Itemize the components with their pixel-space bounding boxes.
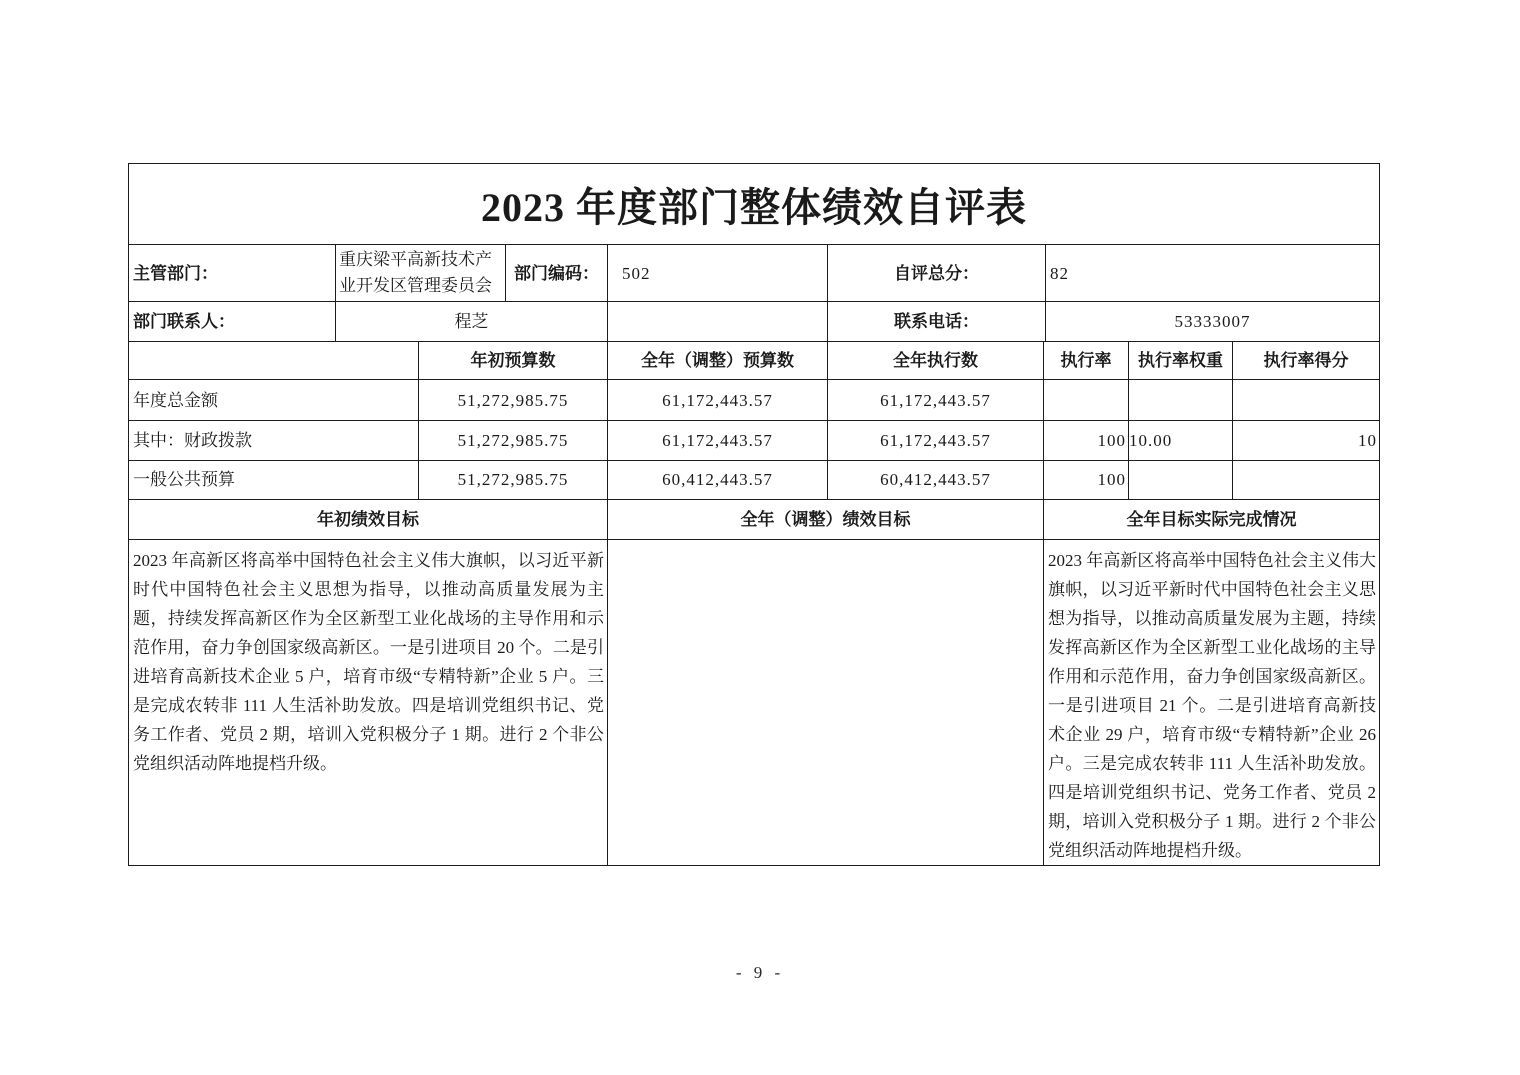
- rate-weight-value: [1129, 461, 1233, 499]
- empty-header-cell: [129, 342, 419, 379]
- goals-header-row: [129, 500, 1379, 540]
- dept-value: 重庆梁平高新技术产业开发区管理委员会: [336, 245, 506, 301]
- adjusted-budget-value: 61,172,443.57: [608, 421, 828, 460]
- executed-value: 61,172,443.57: [828, 380, 1044, 419]
- initial-budget-value: 51,272,985.75: [419, 461, 608, 499]
- initial-budget-value: 51,272,985.75: [419, 380, 608, 419]
- phone-value: 53333007: [1174, 312, 1251, 332]
- rate-score-value: [1233, 380, 1379, 419]
- title-row: [129, 164, 1379, 245]
- dept-code-label: 部门编码：: [506, 245, 608, 301]
- initial-goals-cell: [129, 540, 608, 865]
- goals-body-row: [129, 540, 1379, 865]
- row-label: 其中：财政拨款: [129, 421, 419, 460]
- dept-code-value: 502: [608, 245, 828, 301]
- initial-budget-value: 51,272,985.75: [419, 421, 608, 460]
- row-label: 年度总金额: [129, 380, 419, 419]
- col-header-rate-score: 执行率得分: [1263, 351, 1349, 371]
- goals-header-adjusted: 全年（调整）绩效目标: [608, 500, 1044, 539]
- adjusted-goals-text: [608, 540, 1043, 546]
- budget-header-row: [129, 342, 1379, 380]
- info-row-department: [129, 245, 1379, 302]
- adjusted-goals-cell: [608, 540, 1044, 865]
- execution-rate-value: [1044, 380, 1129, 419]
- rate-score-value: 10: [1358, 430, 1377, 450]
- table-row-general-public-budget: [129, 461, 1379, 500]
- col-header-execution-rate: 执行率: [1044, 342, 1129, 379]
- col-header-executed: 全年执行数: [828, 342, 1044, 379]
- col-header-adjusted-budget: 全年（调整）预算数: [608, 342, 828, 379]
- contact-value: 程芝: [336, 302, 608, 341]
- empty-cell: [608, 302, 828, 341]
- col-header-initial-budget: 年初预算数: [419, 342, 608, 379]
- initial-goals-text: 2023 年高新区将高举中国特色社会主义伟大旗帜，以习近平新时代中国特色社会主义思想为指导，以推动高质量发展为主题，持续发挥高新区作为全区新型工业化战场的主导作用和示范作用，奋力争创国家级高新区。一是引进项目 20 个。二是引进培育高新技术企业 5 户，培育市级“专精特新”企业 5 户。三是完成农转非 111 人生活补助发放。四是培训党组织书记、党务工作者、党员 2 期，培训入党积极分子 1 期。进行 2 个非公党组织活动阵地提档升级。: [133, 551, 604, 774]
- self-score-label: 自评总分：: [828, 245, 1046, 301]
- self-score-value: 82: [1050, 263, 1069, 283]
- dept-label: 主管部门：: [129, 245, 336, 301]
- completion-text: 2023 年高新区将高举中国特色社会主义伟大旗帜，以习近平新时代中国特色社会主义思想为指导，以推动高质量发展为主题，持续发挥高新区作为全区新型工业化战场的主导作用和示范作用，奋力争创国家级高新区。一是引进项目 21 个。二是引进培育高新技术企业 29 户，培育市级“专精特新”企业 26 户。三是完成农转非 111 人生活补助发放。四是培训党组织书记、党务工作者、党员 2 期，培训入党积极分子 1 期。进行 2 个非公党组织活动阵地提档升级。: [1048, 551, 1376, 861]
- execution-rate-value: 100: [1044, 461, 1129, 499]
- page-number: - 9 -: [735, 963, 785, 982]
- rate-score-value: [1233, 461, 1379, 499]
- row-label: 一般公共预算: [129, 461, 419, 499]
- info-row-contact: [129, 302, 1379, 342]
- phone-label: 联系电话：: [828, 302, 1046, 341]
- adjusted-budget-value: 61,172,443.57: [608, 380, 828, 419]
- goals-header-initial: 年初绩效目标: [129, 500, 608, 539]
- adjusted-budget-value: 60,412,443.57: [608, 461, 828, 499]
- performance-self-evaluation-table: [128, 163, 1380, 866]
- page-title: 2023 年度部门整体绩效自评表: [481, 184, 1027, 230]
- executed-value: 61,172,443.57: [828, 421, 1044, 460]
- goals-header-completion: 全年目标实际完成情况: [1126, 509, 1297, 529]
- contact-label: 部门联系人：: [129, 302, 336, 341]
- rate-weight-value: [1129, 380, 1233, 419]
- col-header-rate-weight: 执行率权重: [1129, 342, 1233, 379]
- execution-rate-value: 100: [1044, 421, 1129, 460]
- table-row-fiscal-allocation: [129, 421, 1379, 461]
- executed-value: 60,412,443.57: [828, 461, 1044, 499]
- table-row-annual-total: [129, 380, 1379, 420]
- completion-cell: [1044, 540, 1379, 865]
- rate-weight-value: 10.00: [1129, 421, 1233, 460]
